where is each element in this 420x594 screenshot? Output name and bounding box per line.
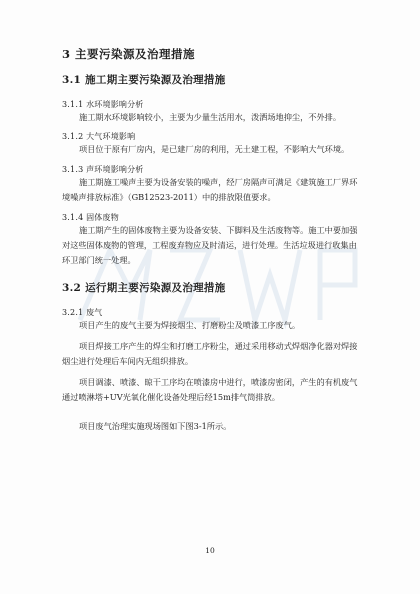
section-heading: 3 主要污染源及治理措施 [62,47,196,61]
noise-text: 施工期施工噪声主要为设备安装的噪声，经厂房隔声可满足《建筑施工厂界环境噪声排放标准》（GB12523-2011）中的排放限值要求。 [62,177,358,202]
gas-heading: 3.2.1 废气 [62,308,103,317]
noise-heading: 3.1.3 声环境影响分析 [62,165,144,174]
gas-paragraph-4 [62,419,360,434]
construction-heading: 3.1 施工期主要污染源及治理措施 [62,74,226,86]
gas-text-1: 项目产生的废气主要为焊接烟尘、打磨粉尘及喷漆工序废气。 [79,320,301,330]
air-text: 项目位于原有厂房内，是已建厂房的利用，无土建工程，不影响大气环境。 [79,144,350,154]
waste-text: 施工期产生的固体废物主要为设备安装、下脚料及生活废物等。施工中要加强对这些固体废物的管理，工程废弃物应及时清运，进行处理。生活垃圾进行收集由环卫部门统一处理。 [62,225,358,265]
gas-paragraph-2 [62,339,360,369]
gas-text-2: 项目焊接工序产生的焊尘和打磨工序粉尘，通过采用移动式焊烟净化器对焊接烟尘进行处理后车间内无组织排放。 [62,341,358,366]
waste-heading: 3.1.4 固体废物 [62,213,119,222]
water-text: 施工期水环境影响较小，主要为少量生活用水，泼洒场地抑尘，不外排。 [79,112,342,122]
noise-paragraph [62,175,360,205]
gas-text-4: 项目废气治理实施现场图如下图3-1所示。 [79,421,232,431]
gas-paragraph-1 [62,318,360,333]
gas-paragraph-3 [62,375,360,405]
operation-heading: 3.2 运行期主要污染源及治理措施 [62,282,226,294]
air-paragraph [62,142,360,157]
air-heading: 3.1.2 大气环境影响 [62,132,136,141]
water-paragraph [62,110,360,125]
gas-text-3: 项目调漆、喷漆、晾干工序均在喷漆房中进行，喷漆房密闭，产生的有机废气通过喷淋塔+UV光氧化催化设备处理后经15m排气筒排放。 [62,377,358,402]
water-heading: 3.1.1 水环境影响分析 [62,100,144,109]
page-number: 10 [205,546,215,555]
waste-paragraph [62,223,360,268]
